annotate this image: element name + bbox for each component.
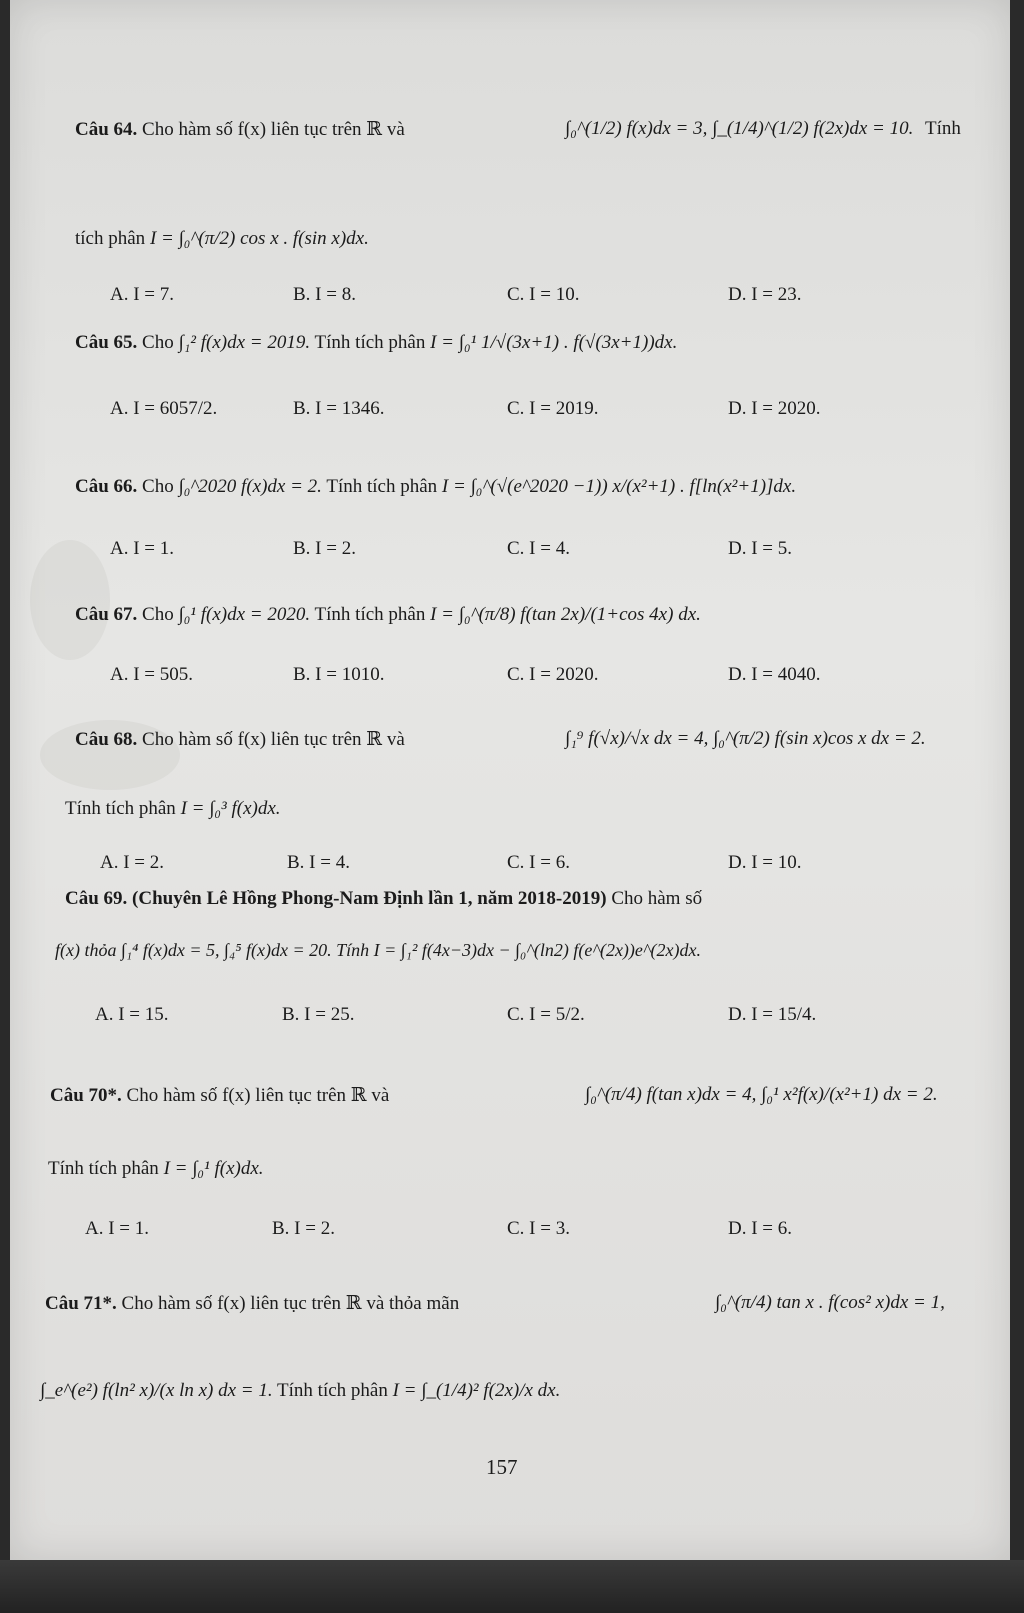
question-label: Câu 65. <box>75 332 138 353</box>
question-text: Tính tích phân <box>48 1158 159 1179</box>
option-c: C. I = 3. <box>507 1218 570 1239</box>
question-text: Tính tích phân <box>314 332 426 353</box>
option-b: B. I = 2. <box>272 1218 335 1239</box>
question-64-line-1 <box>75 118 405 141</box>
math-expression: I = ∫₀^(π/2) cos x . f(sin x)dx. <box>149 228 369 249</box>
option-d: D. I = 5. <box>728 538 793 559</box>
question-text: Tính <box>925 118 961 139</box>
question-68-line-2 <box>65 798 281 820</box>
question-label: Câu 69. <box>65 888 128 909</box>
question-text: Cho hàm số f(x) liên tục trên ℝ và thỏa mãn <box>121 1293 460 1314</box>
question-68-math <box>565 728 926 750</box>
option-a: A. I = 2. <box>100 852 165 873</box>
question-text: tích phân <box>75 228 146 249</box>
document-page <box>10 0 1010 1560</box>
paper-stain <box>30 540 110 660</box>
math-expression: ∫₁⁹ f(√x)/√x dx = 4, ∫₀^(π/2) f(sin x)cos x dx = 2. <box>565 728 926 749</box>
option-c: C. I = 4. <box>507 538 570 559</box>
math-expression: ∫₀¹ f(x)dx = 2020. <box>178 604 311 625</box>
question-text: Tính tích phân <box>65 798 176 819</box>
math-expression: ∫₀^(π/4) f(tan x)dx = 4, ∫₀¹ x²f(x)/(x²+1) dx = 2. <box>585 1084 938 1105</box>
question-label: Câu 64. <box>75 119 138 140</box>
option-d: D. I = 15/4. <box>728 1004 817 1025</box>
option-c: C. I = 10. <box>507 284 580 305</box>
question-67-line-1 <box>75 604 701 626</box>
option-b: B. I = 1010. <box>293 664 385 685</box>
question-70-math <box>585 1084 938 1106</box>
math-expression: ∫₁² f(x)dx = 2019. <box>178 332 311 353</box>
question-64-math <box>565 118 913 140</box>
math-expression: f(x) thỏa ∫₁⁴ f(x)dx = 5, ∫₄⁵ f(x)dx = 20. Tính I = ∫₁² f(4x−3)dx − ∫₀^(ln2) f(e^(2x))e^(2x)dx. <box>55 940 701 960</box>
background-surface <box>0 1560 1024 1613</box>
question-label: Câu 67. <box>75 604 138 625</box>
question-label: Câu 71*. <box>45 1293 117 1314</box>
question-text: Cho hàm số f(x) liên tục trên ℝ và <box>142 729 405 750</box>
question-label: Câu 68. <box>75 729 138 750</box>
option-b: B. I = 1346. <box>293 398 385 419</box>
question-text: Cho hàm số f(x) liên tục trên ℝ và <box>126 1085 390 1106</box>
math-expression: I = ∫₀^(π/8) f(tan 2x)/(1+cos 4x) dx. <box>430 604 701 625</box>
page-number: 157 <box>486 1455 518 1479</box>
option-b: B. I = 2. <box>293 538 356 559</box>
question-64-line-2 <box>75 228 369 250</box>
question-text: Cho hàm số <box>611 888 703 909</box>
question-text: Cho <box>142 604 174 625</box>
math-expression: I = ∫₀¹ f(x)dx. <box>163 1158 264 1179</box>
option-a: A. I = 1. <box>110 538 175 559</box>
option-a: A. I = 7. <box>110 284 175 305</box>
question-68-line-1 <box>75 728 405 751</box>
math-expression: ∫₀^(π/4) tan x . f(cos² x)dx = 1, <box>715 1292 945 1313</box>
math-expression: I = ∫_(1/4)² f(2x)/x dx. <box>392 1380 561 1401</box>
option-d: D. I = 10. <box>728 852 802 873</box>
option-a: A. I = 505. <box>110 664 194 685</box>
question-70-line-1 <box>50 1084 389 1107</box>
option-a: A. I = 15. <box>95 1004 169 1025</box>
option-b: B. I = 8. <box>293 284 356 305</box>
option-c: C. I = 2019. <box>507 398 599 419</box>
option-b: B. I = 4. <box>287 852 350 873</box>
math-expression: I = ∫₀^(√(e^2020 −1)) x/(x²+1) . f[ln(x²+1)]dx. <box>441 476 797 497</box>
question-69-line-1 <box>65 888 702 910</box>
question-text: Tính tích phân <box>326 476 438 497</box>
question-64-tinh <box>925 118 961 140</box>
question-label: Câu 66. <box>75 476 138 497</box>
question-71-line-1 <box>45 1292 459 1315</box>
option-c: C. I = 6. <box>507 852 570 873</box>
option-d: D. I = 23. <box>728 284 802 305</box>
question-71-math <box>715 1292 945 1314</box>
question-text: Tính tích phân <box>277 1380 388 1401</box>
math-expression: ∫₀^2020 f(x)dx = 2. <box>178 476 322 497</box>
option-a: A. I = 1. <box>85 1218 150 1239</box>
question-70-line-2 <box>48 1158 264 1180</box>
question-source: (Chuyên Lê Hồng Phong-Nam Định lần 1, năm 2018-2019) <box>132 888 607 909</box>
option-a: A. I = 6057/2. <box>110 398 218 419</box>
option-b: B. I = 25. <box>282 1004 355 1025</box>
option-c: C. I = 2020. <box>507 664 599 685</box>
math-expression: I = ∫₀³ f(x)dx. <box>180 798 281 819</box>
option-d: D. I = 2020. <box>728 398 821 419</box>
math-expression: ∫_e^(e²) f(ln² x)/(x ln x) dx = 1. <box>40 1380 273 1401</box>
option-d: D. I = 6. <box>728 1218 793 1239</box>
question-label: Câu 70*. <box>50 1085 122 1106</box>
math-expression: ∫₀^(1/2) f(x)dx = 3, ∫_(1/4)^(1/2) f(2x)dx = 10. <box>565 118 914 139</box>
question-65-line-1 <box>75 332 677 354</box>
math-expression: I = ∫₀¹ 1/√(3x+1) . f(√(3x+1))dx. <box>430 332 678 353</box>
option-c: C. I = 5/2. <box>507 1004 585 1025</box>
option-d: D. I = 4040. <box>728 664 821 685</box>
question-69-line-2 <box>55 940 701 961</box>
question-text: Cho hàm số f(x) liên tục trên ℝ và <box>142 119 405 140</box>
question-text: Cho <box>142 476 174 497</box>
question-71-line-2 <box>40 1380 560 1402</box>
question-text: Tính tích phân <box>314 604 426 625</box>
question-text: Cho <box>142 332 174 353</box>
question-66-line-1 <box>75 476 796 498</box>
